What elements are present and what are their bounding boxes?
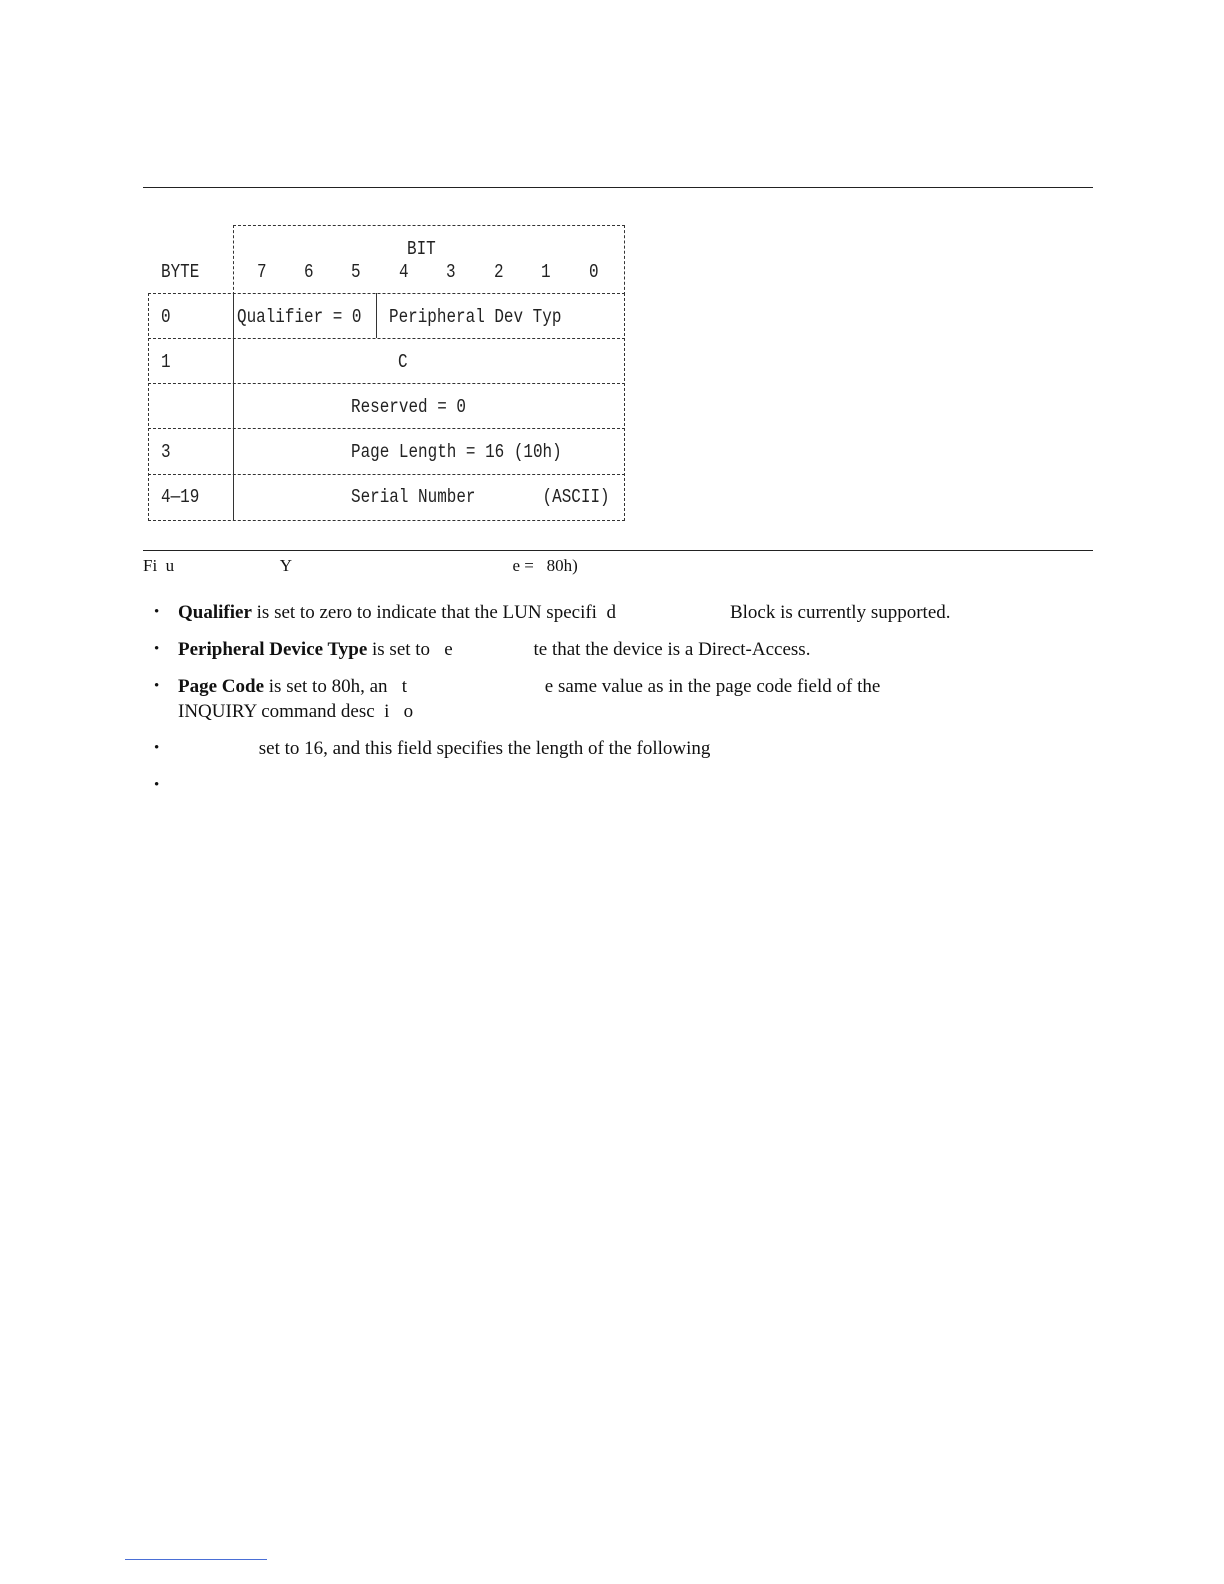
byte0-field-divider: [376, 293, 377, 338]
page-length-field: Page Length = 16 (10h): [351, 441, 562, 463]
list-item: [150, 600, 1110, 625]
serial-number-field: Serial Number (ASCII): [351, 486, 610, 508]
byte-3-label: 3: [161, 441, 171, 463]
bit-header: BIT: [407, 238, 436, 260]
reserved-field: Reserved = 0: [351, 396, 466, 418]
bit-number-7: 7: [257, 261, 267, 283]
list-item: [150, 736, 1110, 761]
bottom-rule: [143, 550, 1093, 551]
bit-number-2: 2: [494, 261, 504, 283]
bit-number-3: 3: [446, 261, 456, 283]
bullet-term: Peripheral Device Type: [178, 639, 368, 660]
bullet-term: Qualifier: [178, 602, 252, 623]
bullet-icon: •: [154, 777, 160, 793]
row-divider-1: [148, 338, 625, 339]
bullet-text: is set to e te that the device is a Direct-Access.: [367, 639, 811, 660]
bullet-icon: •: [154, 641, 160, 657]
footnote-rule: [125, 1559, 267, 1560]
row-divider-4: [148, 474, 625, 475]
bullet-icon: •: [154, 740, 160, 756]
bit-number-5: 5: [351, 261, 361, 283]
list-item: [150, 674, 1110, 724]
bullet-text: is set to 80h, an t e same value as in the page code field of the INQUIRY command desc i o: [178, 676, 881, 722]
bullet-icon: •: [154, 604, 160, 620]
byte-0-label: 0: [161, 306, 171, 328]
row-divider-3: [148, 428, 625, 429]
bit-number-6: 6: [304, 261, 314, 283]
row-divider-2: [148, 383, 625, 384]
qualifier-field: Qualifier = 0: [237, 306, 362, 328]
bit-number-0: 0: [589, 261, 599, 283]
byte-1-label: 1: [161, 351, 171, 373]
top-rule: [143, 187, 1093, 188]
bit-header-box: [233, 225, 625, 295]
bit-number-1: 1: [541, 261, 551, 283]
bullet-term: Page Code: [178, 676, 265, 697]
list-item: [150, 637, 1110, 662]
page-code-field: C: [398, 351, 408, 373]
bullet-text: is set to zero to indicate that the LUN specifi d Block is currently supported.: [251, 602, 951, 623]
peripheral-dev-type-field: Peripheral Dev Typ: [389, 306, 562, 328]
byte-header: BYTE: [161, 261, 200, 283]
byte-4-19-label: 4—19: [161, 486, 200, 508]
bullet-icon: •: [154, 678, 160, 694]
field-description-list: [150, 600, 1110, 793]
figure-caption: Fi u Y e = 80h): [143, 556, 578, 575]
byte-column-divider: [233, 293, 234, 521]
bit-number-4: 4: [399, 261, 409, 283]
bullet-text: set to 16, and this field specifies the length of the following: [178, 738, 711, 759]
